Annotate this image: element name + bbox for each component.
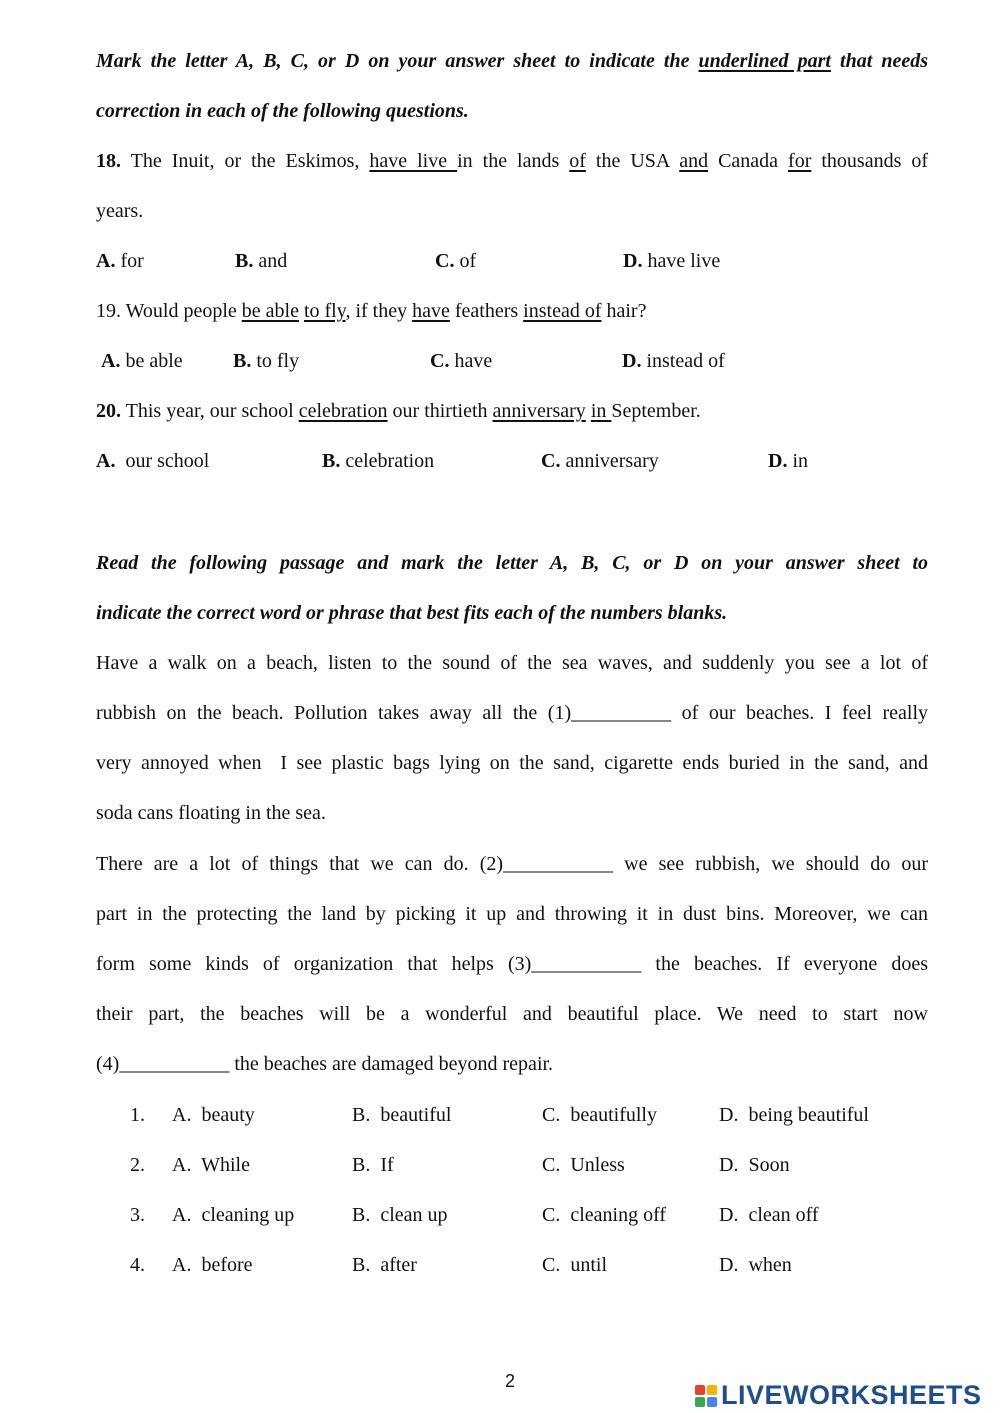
- choice-1-d[interactable]: D. being beautiful: [719, 1104, 869, 1126]
- brand-name: LIVEWORKSHEETS: [721, 1380, 982, 1410]
- q20-option-a[interactable]: A. our school: [96, 450, 210, 472]
- q20-option-d[interactable]: D. in: [768, 450, 809, 472]
- liveworksheets-logo[interactable]: [695, 1380, 982, 1411]
- logo-square: [695, 1385, 705, 1395]
- choice-number: 1.: [130, 1104, 145, 1126]
- choice-2-b[interactable]: B. If: [352, 1154, 394, 1176]
- q18-option-d[interactable]: D. have live: [623, 250, 721, 272]
- q19-option-c[interactable]: C. have: [430, 350, 493, 372]
- q19-option-d[interactable]: D. instead of: [622, 350, 725, 372]
- passage-line: rubbish on the beach. Pollution takes away all the (1)__________ of our beaches. I feel really: [96, 702, 928, 724]
- q19-option-b[interactable]: B. to fly: [233, 350, 300, 372]
- choice-1-c[interactable]: C. beautifully: [542, 1104, 657, 1126]
- question-19: 19. Would people be able to fly, if they have feathers instead of hair?: [96, 300, 647, 322]
- choice-number: 4.: [130, 1254, 145, 1276]
- instruction-line-1: Mark the letter A, B, C, or D on your answer sheet to indicate the underlined part that needs: [96, 50, 928, 72]
- instruction-line-2: correction in each of the following questions.: [96, 100, 469, 122]
- q20-option-c[interactable]: C. anniversary: [541, 450, 659, 472]
- passage-line: There are a lot of things that we can do. (2)___________ we see rubbish, we should do our: [96, 853, 928, 875]
- question-20: 20. This year, our school celebration our thirtieth anniversary in September.: [96, 400, 701, 422]
- passage-line: very annoyed when I see plastic bags lying on the sand, cigarette ends buried in the sand, and: [96, 752, 928, 774]
- instruction-line-3: Read the following passage and mark the letter A, B, C, or D on your answer sheet to: [96, 552, 928, 574]
- choice-3-c[interactable]: C. cleaning off: [542, 1204, 667, 1226]
- q19-option-a[interactable]: A. be able: [101, 350, 183, 372]
- choice-3-d[interactable]: D. clean off: [719, 1204, 819, 1226]
- passage-line: soda cans floating in the sea.: [96, 802, 326, 824]
- passage-line: (4)___________ the beaches are damaged beyond repair.: [96, 1053, 554, 1075]
- q18-option-b[interactable]: B. and: [235, 250, 288, 272]
- choice-4-a[interactable]: A. before: [172, 1254, 253, 1276]
- choice-2-c[interactable]: C. Unless: [542, 1154, 625, 1176]
- choice-1-a[interactable]: A. beauty: [172, 1104, 255, 1126]
- choice-4-d[interactable]: D. when: [719, 1254, 792, 1276]
- choice-number: 2.: [130, 1154, 145, 1176]
- choice-4-c[interactable]: C. until: [542, 1254, 608, 1276]
- choice-2-d[interactable]: D. Soon: [719, 1154, 790, 1176]
- choice-3-b[interactable]: B. clean up: [352, 1204, 448, 1226]
- choice-2-a[interactable]: A. While: [172, 1154, 250, 1176]
- passage-line: form some kinds of organization that helps (3)___________ the beaches. If everyone does: [96, 953, 928, 975]
- instruction-line-4: indicate the correct word or phrase that best fits each of the numbers blanks.: [96, 602, 728, 624]
- logo-square: [707, 1385, 717, 1395]
- logo-square: [695, 1397, 705, 1407]
- logo-icon: [695, 1385, 717, 1407]
- q18-option-a[interactable]: A. for: [96, 250, 144, 272]
- choice-3-a[interactable]: A. cleaning up: [172, 1204, 295, 1226]
- page-number: 2: [505, 1371, 516, 1391]
- choice-1-b[interactable]: B. beautiful: [352, 1104, 452, 1126]
- passage-line: part in the protecting the land by picking it up and throwing it in dust bins. Moreover, we can: [96, 903, 928, 925]
- question-18: 18. The Inuit, or the Eskimos, have live in the lands of the USA and Canada for thousands of: [96, 150, 928, 172]
- question-18-continued: years.: [96, 200, 144, 222]
- passage-line: their part, the beaches will be a wonderful and beautiful place. We need to start now: [96, 1003, 928, 1025]
- passage-line: Have a walk on a beach, listen to the sound of the sea waves, and suddenly you see a lot of: [96, 652, 928, 674]
- choice-4-b[interactable]: B. after: [352, 1254, 417, 1276]
- choice-number: 3.: [130, 1204, 145, 1226]
- logo-square: [707, 1397, 717, 1407]
- q18-option-c[interactable]: C. of: [435, 250, 477, 272]
- q20-option-b[interactable]: B. celebration: [322, 450, 435, 472]
